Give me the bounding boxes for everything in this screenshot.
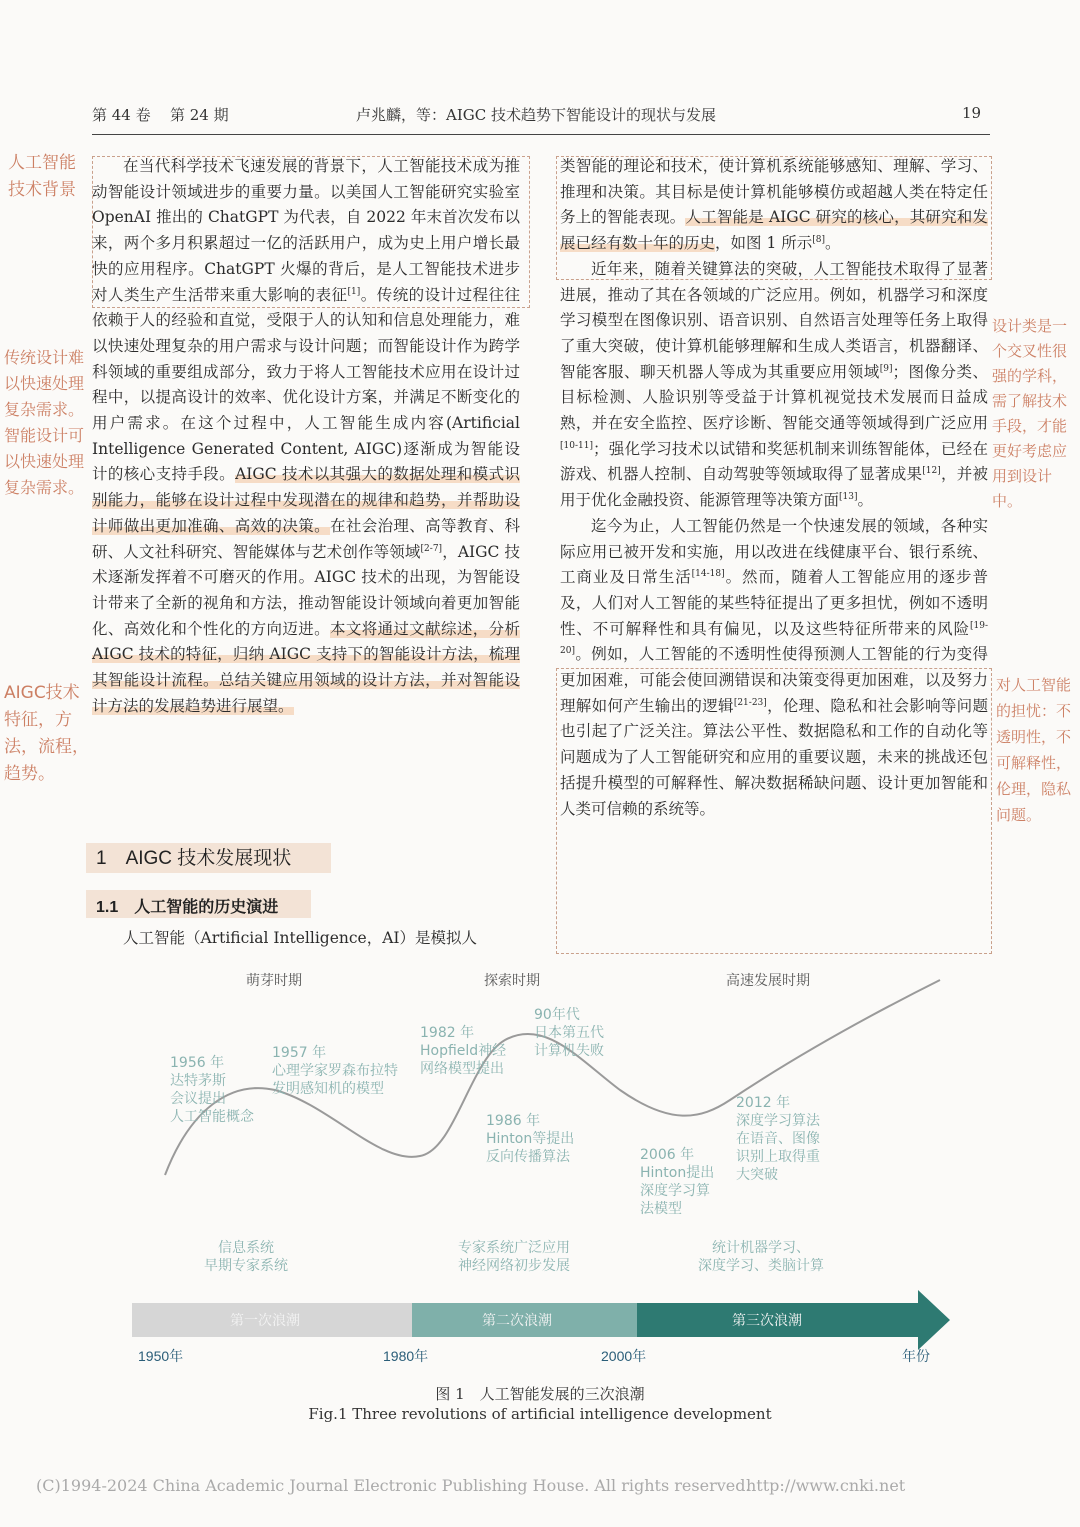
- period-label-exploration: 探索时期: [484, 973, 540, 989]
- header-title: 卢兆麟，等：AIGC 技术趋势下智能设计的现状与发展: [356, 106, 716, 124]
- wave-1-label: 第一次浪潮: [230, 1313, 300, 1329]
- event-1990s: 90年代 日本第五代 计算机失败: [534, 1007, 604, 1059]
- header-page-number: 19: [962, 104, 982, 122]
- section-1-heading: 1 AIGC 技术发展现状: [96, 848, 292, 869]
- header-issue: 第 24 期: [170, 106, 229, 124]
- right-column: [560, 154, 988, 822]
- event-2006: 2006 年 Hinton提出 深度学习算 法模型: [640, 1147, 715, 1217]
- event-1986: 1986 年 Hinton等提出 反向传播算法: [486, 1113, 575, 1165]
- event-2012: 2012 年 深度学习算法 在语音、图像 识别上取得重 大突破: [736, 1095, 820, 1183]
- ai-definition-continued: 类智能的理论和技术，使计算机系统能够感知、理解、学习、推理和决策。其目标是使计算机能够模仿或超越人类在特定任务上的智能表现。人工智能是 AIGC 研究的核心，其研究和发展已经有数十年的历史，如图 1 所示[8]。: [560, 157, 988, 253]
- left-column: [92, 154, 520, 719]
- handwritten-note-concerns: 对人工智能的担忧：不透明性，不可解释性，伦理，隐私问题。: [996, 676, 1072, 824]
- year-2000: 2000年: [601, 1348, 647, 1364]
- feature-wave-1: 信息系统 早期专家系统: [204, 1240, 288, 1274]
- handwritten-note-interdisciplinary: 设计类是一个交叉性很强的学科，需了解技术手段，才能更好考虑应用到设计中。: [992, 317, 1068, 510]
- handwritten-note-background: 人工智能技术背景: [8, 153, 76, 200]
- event-1982: 1982 年 Hopfield神经 网络模型提出: [420, 1025, 507, 1077]
- event-1957: 1957 年 心理学家罗森布拉特 发明感知机的模型: [272, 1045, 398, 1097]
- period-label-rapid-development: 高速发展时期: [726, 973, 810, 989]
- event-1956: 1956 年 达特茅斯 会议提出 人工智能概念: [170, 1055, 254, 1125]
- figure-caption-en: Fig.1 Three revolutions of artificial intelligence development: [308, 1405, 772, 1423]
- feature-wave-3: 统计机器学习、 深度学习、类脑计算: [698, 1240, 824, 1274]
- footer-url: http://www.cnki.net: [746, 1476, 906, 1495]
- intro-paragraph: 在当代科学技术飞速发展的背景下，人工智能技术成为推动智能设计领域进步的重要力量。以美国人工智能研究实验室 OpenAI 推出的 ChatGPT 为代表，自 2022 年末首次发布以来，两个多月积累超过一亿的活跃用户，成为史上用户增长最快的应用程序。ChatGPT 火爆的背后，是人工智能技术进步对人类生产生活带来重大影响的表征[1]。传统的设计过程往往依赖于人的经验和直觉，受限于人的认知和信息处理能力，难以快速处理复杂的用户需求与设计问题；而智能设计作为跨学科领域的重要组成部分，致力于将人工智能技术应用在设计过程中，以提高设计的效率、优化设计方案，并满足不断变化的用户需求。在这个过程中，人工智能生成内容(Artificial Intelligence Generated Content, AIGC)逐渐成为智能设计的核心支持手段。AIGC 技术以其强大的数据处理和模式识别能力，能够在设计过程中发现潜在的规律和趋势，并帮助设计师做出更加准确、高效的决策。在社会治理、高等教育、科研、人文社科研究、智能媒体与艺术创作等领域[2-7]，AIGC 技术逐渐发挥着不可磨灭的作用。AIGC 技术的出现，为智能设计带来了全新的视角和方法，推动智能设计领域向着更加智能化、高效化和个性化的方向迈进。本文将通过文献综述，分析 AIGC 技术的特征，归纳 AIGC 支持下的智能设计方法，梳理其智能设计流程。总结关键应用领域的设计方法，并对智能设计方法的发展趋势进行展望。: [92, 157, 520, 715]
- concerns-paragraph: 迄今为止，人工智能仍然是一个快速发展的领域，各种实际应用已被开发和实施，用以改进在线健康平台、银行系统、工商业及日常生活[14-18]。然而，随着人工智能应用的逐步普及，人们对人工智能的某些特征提出了更多担忧，例如不透明性、不可解释性和具有偏见，以及这些特征所带来的风险[19-20]。例如，人工智能的不透明性使得预测人工智能的行为变得更加困难，可能会使回溯错误和决策变得更加困难，以及努力理解如何产生输出的逻辑[21-23]，伦理、隐私和社会影响等问题也引起了广泛关注。算法公平性、数据隐私和工作的自动化等问题成为了人工智能研究和应用的重要议题，未来的挑战还包括提升模型的可解释性、解决数据稀缺问题、设计更加智能和人类可信赖的系统等。: [560, 516, 988, 818]
- ai-definition-paragraph: 人工智能（Artificial Intelligence，AI）是模拟人: [123, 929, 478, 947]
- wave-2-label: 第二次浪潮: [482, 1313, 552, 1329]
- wave-3-label: 第三次浪潮: [732, 1313, 802, 1329]
- handwritten-note-aigc-features: AIGC技术特征，方法，流程，趋势。: [4, 683, 89, 784]
- figure-1: [0, 960, 1080, 1380]
- section-1-1-heading: 1.1 人工智能的历史演进: [96, 899, 279, 916]
- header-volume: 第 44 卷: [92, 106, 151, 124]
- year-1950: 1950年: [138, 1348, 184, 1364]
- period-label-germination: 萌芽时期: [246, 973, 302, 989]
- axis-label-year: 年份: [902, 1348, 930, 1364]
- handwritten-note-traditional-design: 传统设计难以快速处理复杂需求。智能设计可以快速处理复杂需求。: [4, 348, 85, 497]
- figure-caption-cn: 图 1 人工智能发展的三次浪潮: [435, 1385, 645, 1403]
- year-1980: 1980年: [383, 1348, 429, 1364]
- recent-progress-paragraph: 近年来，随着关键算法的突破，人工智能技术取得了显著进展，推动了其在各领域的广泛应用。例如，机器学习和深度学习模型在图像识别、语音识别、自然语言处理等任务上取得了重大突破，使计算机能够理解和生成人类语言，机器翻译、智能客服、聊天机器人等成为其重要应用领域[9]；图像分类、目标检测、人脸识别等受益于计算机视觉技术发展而日益成熟，并在安全监控、医疗诊断、智能交通等领域得到广泛应用[10-11]；强化学习技术以试错和奖惩机制来训练智能体，已经在游戏、机器人控制、自动驾驶等领域取得了显著成果[12]，并被用于优化金融投资、能源管理等决策方面[13]。: [560, 259, 988, 510]
- footer-copyright: (C)1994-2024 China Academic Journal Electronic Publishing House. All rights reserved.: [36, 1476, 751, 1495]
- feature-wave-2: 专家系统广泛应用 神经网络初步发展: [458, 1240, 570, 1274]
- header-rule: [92, 134, 990, 135]
